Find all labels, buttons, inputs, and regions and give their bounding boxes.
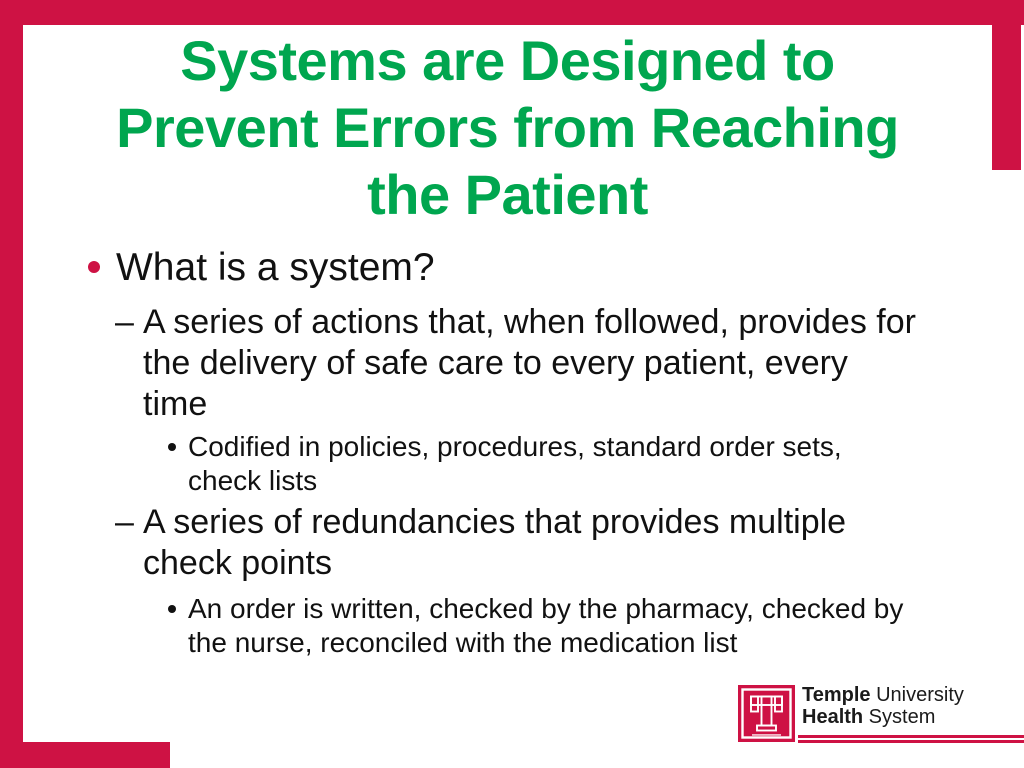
- title-line-3: the Patient: [367, 163, 648, 226]
- text-line: time: [143, 385, 208, 423]
- bullet-level1: [88, 244, 435, 291]
- dash-bullet-icon: –: [115, 303, 134, 341]
- bullet-level2-b-text: [143, 502, 846, 584]
- text-line: check lists: [188, 465, 318, 496]
- text-line: the nurse, reconciled with the medication list: [188, 627, 738, 658]
- dash-bullet-icon: –: [115, 503, 134, 541]
- bullet-level3-b-text: [188, 592, 903, 660]
- frame-left-bar: [0, 0, 23, 768]
- bullet-level3-b: [168, 592, 903, 660]
- text-line: A series of redundancies that provides multiple: [143, 503, 847, 541]
- text-line: An order is written, checked by the pharmacy, checked by: [188, 593, 904, 624]
- frame-top-right-block: [992, 0, 1021, 170]
- logo-rule-bottom: [798, 740, 1024, 743]
- bullet-level2-a: [115, 302, 916, 425]
- title-line-2: Prevent Errors from Reaching: [116, 96, 899, 159]
- text-line: the delivery of safe care to every patient, every: [143, 344, 848, 382]
- bullet-level3-a: [168, 430, 842, 498]
- black-bullet-dot-icon: [168, 605, 176, 613]
- slide-title: [30, 27, 985, 228]
- bullet-level3-a-text: [188, 430, 842, 498]
- frame-top-bar: [0, 0, 1024, 25]
- bullet-level1-text: What is a system?: [116, 246, 435, 289]
- logo-double-rule: [798, 735, 1024, 743]
- red-bullet-dot-icon: [88, 261, 100, 273]
- text-line: Codified in policies, procedures, standard order sets,: [188, 431, 842, 462]
- text-line: A series of actions that, when followed, provides for: [143, 303, 916, 341]
- logo-university-label: University: [870, 684, 964, 706]
- logo-wordmark-line-2: [802, 706, 964, 728]
- logo-system-label: System: [863, 706, 936, 728]
- logo-wordmark: [802, 684, 964, 728]
- title-line-1: Systems are Designed to: [180, 29, 835, 92]
- logo-health-label: Health: [802, 706, 864, 728]
- text-line: check points: [143, 544, 332, 582]
- temple-t-logo-icon: [738, 685, 795, 742]
- logo-temple-label: Temple: [802, 684, 871, 706]
- frame-bottom-left-strip: [0, 742, 170, 768]
- logo-wordmark-line-1: [802, 684, 964, 706]
- black-bullet-dot-icon: [168, 443, 176, 451]
- bullet-level2-a-text: [143, 302, 916, 425]
- bullet-level2-b: [115, 502, 846, 584]
- logo-rule-top: [798, 735, 1024, 738]
